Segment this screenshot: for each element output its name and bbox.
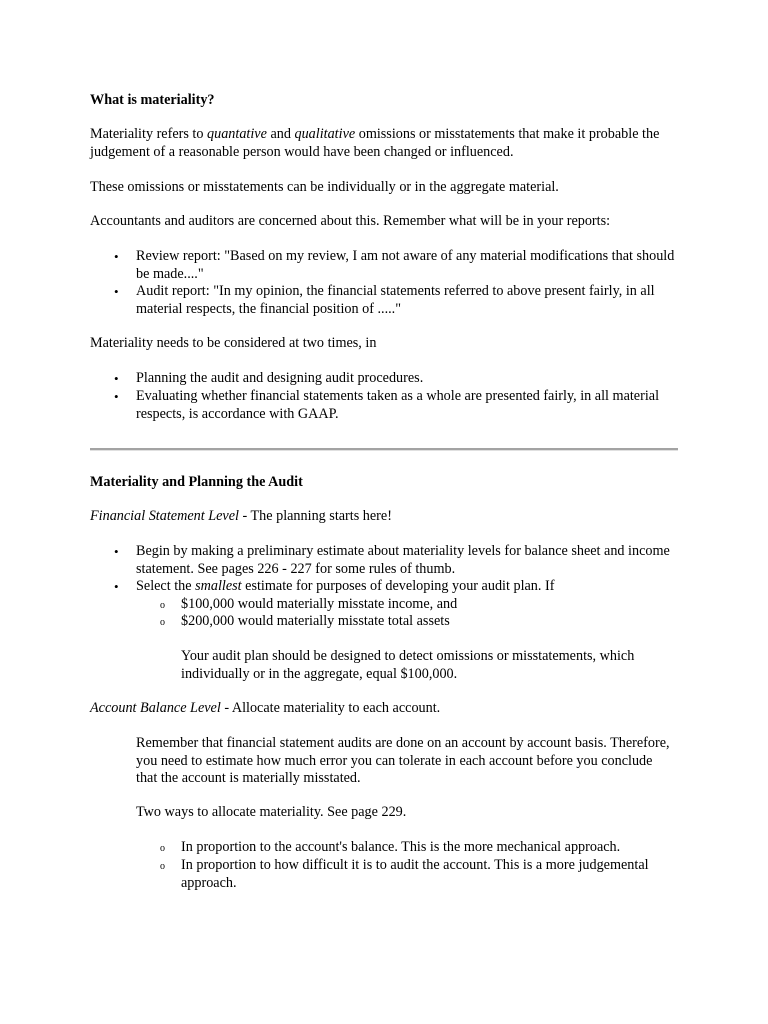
bullet-glyph: • (114, 249, 119, 264)
paragraph-materiality-definition: Materiality refers to quantative and qualitative omissions or misstatements that make it probable the judgement of a reasonable person would have been changed or influenced. (90, 126, 660, 160)
bullet-glyph: • (114, 284, 119, 299)
paragraph-two-ways: Two ways to allocate materiality. See page 229. (136, 804, 407, 820)
paragraph-aggregate: These omissions or misstatements can be individually or in the aggregate material. (90, 179, 559, 195)
sub-bullet-glyph: o (160, 617, 165, 628)
sub-bullet-glyph: o (160, 861, 165, 872)
paragraph-two-times: Materiality needs to be considered at two times, in (90, 335, 377, 351)
bullet-glyph: • (114, 371, 119, 386)
bullet-glyph: • (114, 579, 119, 594)
bullet-glyph: • (114, 389, 119, 404)
heading-materiality-planning: Materiality and Planning the Audit (90, 474, 303, 490)
sub-bullet-glyph: o (160, 843, 165, 854)
paragraph-account-balance-level: Account Balance Level - Allocate materiality to each account. (90, 700, 441, 716)
heading-what-is-materiality: What is materiality? (90, 92, 215, 108)
paragraph-audit-plan-note: Your audit plan should be designed to detect omissions or misstatements, which individually or in the aggregate, equal $100,000. (181, 648, 635, 682)
paragraph-financial-statement-level: Financial Statement Level - The planning starts here! (90, 508, 392, 524)
sub-bullet-glyph: o (160, 600, 165, 611)
paragraph-account-by-account: Remember that financial statement audits are done on an account by account basis. Therefore, you need to estimate how much error you can tolerate in each account before you conclude that the account is materially misstated. (136, 735, 670, 786)
paragraph-reports-intro: Accountants and auditors are concerned about this. Remember what will be in your reports: (90, 213, 611, 229)
document-page: What is materiality? Materiality refers to quantative and qualitative omissions or misstatements that make it probable the judgement of a reasonable person would have been changed or influenced. These omissions or misstatements can be individually or in the aggregate material. Accountants and auditors are concerned about this. Remember what will be in your reports: • Review report: "Based on my review, I am not aware of any material modifications that should be made...." • Audit report: "In my opinion, the financial statements referred to above present fairly, in all material respects, the financial position of ....." Materiality needs to be considered at two times, in • Planning the audit and designing audit procedures. • Evaluating whether financial statements taken as a whole are presented fairly, in all material respects, is accordance with GAAP. Materiality and Planning the Audit Financial Statement Level - The planning starts here! • Begin by making a preliminary estimate about materiality levels for balance sheet and income statement. See pages 226 - 227 for some rules of thumb. • Select the smallest estimate for purposes of developing your audit plan. If o $100,000 would materially misstate income, and o $200,000 would materially misstate total assets Your audit plan should be designed to detect omissions or misstatements, which individually or in the aggregate, equal $100,000. Account Balance Level - Allocate materiality to each account. Remember that financial statement audits are done on an account by account basis. Therefore, you need to estimate how much error you can tolerate in each account before you conclude that the account is materially misstated. Two ways to allocate materiality. See page 229. o In proportion to the account's balance. This is the more mechanical approach. o In proportion to how difficult it is to audit the account. This is a more judgemental approach. (0, 0, 768, 1024)
bullet-glyph: • (114, 544, 119, 559)
horizontal-divider (90, 448, 678, 451)
